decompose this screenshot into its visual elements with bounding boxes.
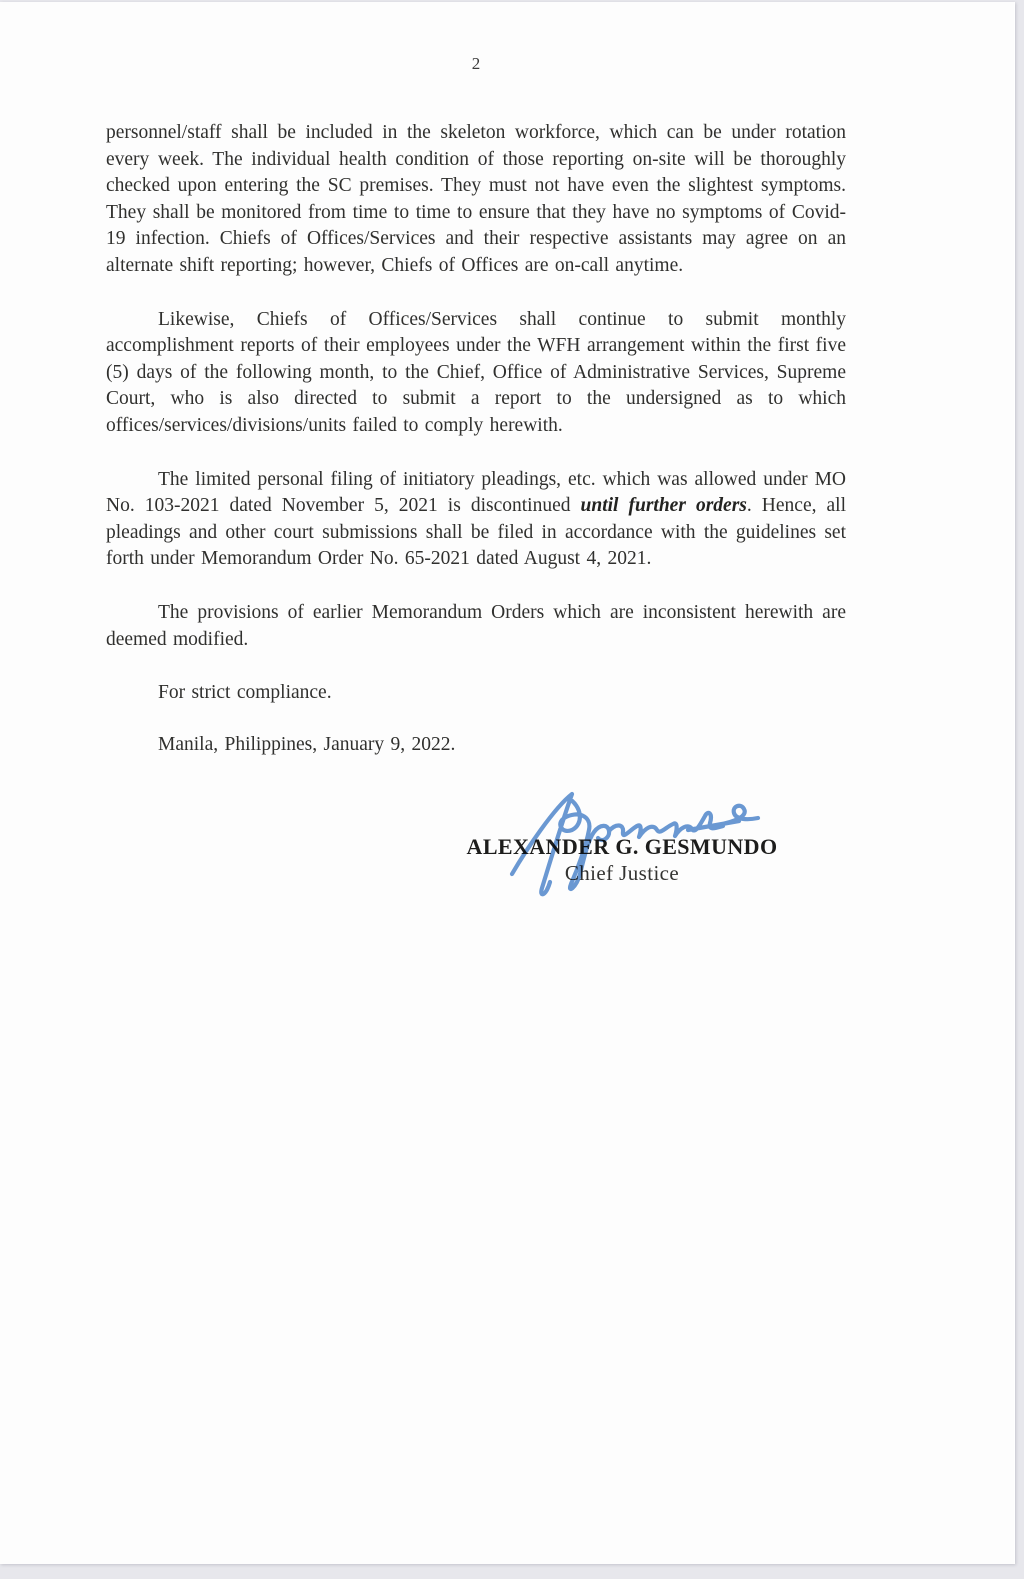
paragraph-personal-filing-pre: The limited personal filing of initiatory pleadings, etc. which was allowed under MO No. 103-2021 dated November 5, 2021 is discontinued <box>106 468 846 517</box>
paragraph-personal-filing-post: . Hence, all pleadings and other court submissions shall be filed in accordance with the guidelines set forth under Memorandum Order No. 65-2021 dated August 4, 2021. <box>106 495 846 570</box>
page-number: 2 <box>471 54 481 73</box>
compliance-line: For strict compliance. <box>158 682 332 704</box>
paragraph-monthly-reports: Likewise, Chiefs of Offices/Services shall continue to submit monthly accomplishment reports of their employees under the WFH arrangement within the first five (5) days of the following month, to the Chief, Office of Administrative Services, Supreme Court, who is also directed to submit a report to the undersigned as to which offices/services/divisions/units failed to comply herewith. <box>106 308 846 436</box>
document-page <box>0 2 1015 1564</box>
signatory-title: Chief Justice <box>564 861 680 886</box>
dateline: Manila, Philippines, January 9, 2022. <box>158 733 456 755</box>
signature-block <box>452 834 792 886</box>
paragraph-personal-filing <box>106 467 846 573</box>
paragraph-provisions-modified: The provisions of earlier Memorandum Orders which are inconsistent herewith are deemed modified. <box>106 601 846 650</box>
paragraph-skeleton-workforce: personnel/staff shall be included in the skeleton workforce, which can be under rotation every week. The individual health condition of those reporting on-site will be thoroughly checked upon entering the SC premises. They must not have even the slightest symptoms. They shall be monitored from time to time to ensure that they have no symptoms of Covid-19 infection. Chiefs of Offices/Services and their respective assistants may agree on an alternate shift reporting; however, Chiefs of Offices are on-call anytime. <box>106 122 846 276</box>
signatory-name: ALEXANDER G. GESMUNDO <box>466 834 778 860</box>
until-further-orders-emphasis: until further orders <box>580 495 747 517</box>
